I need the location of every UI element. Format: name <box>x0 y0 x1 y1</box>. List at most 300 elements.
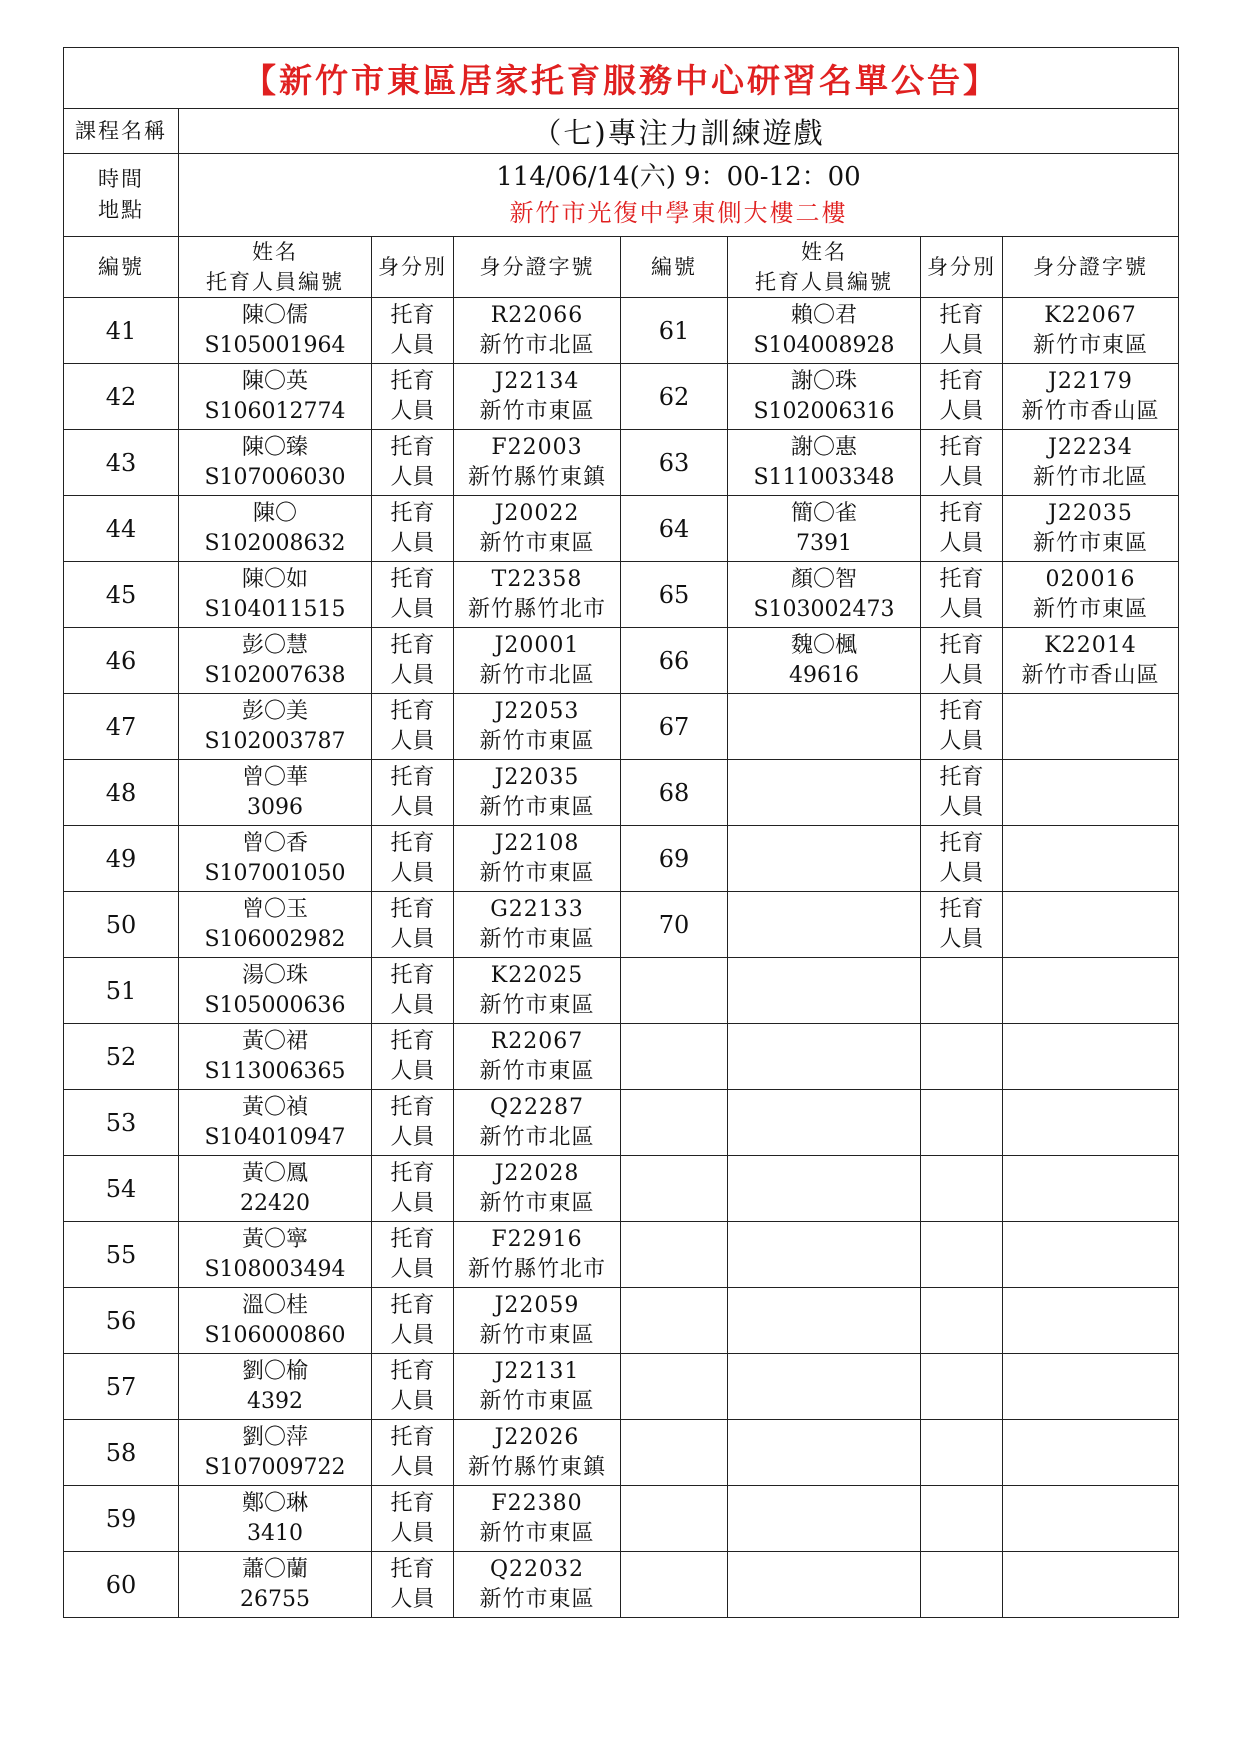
caregiver-code: S104011515 <box>204 596 346 622</box>
identity-line1: 托育 <box>939 632 984 658</box>
cell-identity <box>921 562 1003 628</box>
cell-identity <box>921 1354 1003 1420</box>
cell-id-number <box>454 1024 621 1090</box>
caregiver-name: 陳〇英 <box>241 368 308 394</box>
cell-identity <box>372 496 454 562</box>
cell-number: 69 <box>621 826 728 892</box>
cell-number: 50 <box>64 892 179 958</box>
cell-number: 57 <box>64 1354 179 1420</box>
cell-name <box>728 496 921 562</box>
caregiver-code: 3410 <box>247 1520 303 1546</box>
identity-line2: 人員 <box>939 530 984 556</box>
id-code: F22003 <box>491 434 583 460</box>
cell-number: 67 <box>621 694 728 760</box>
cell-id-number <box>1003 1486 1179 1552</box>
identity-line1: 托育 <box>939 830 984 856</box>
identity-line1: 托育 <box>390 698 435 724</box>
identity-line2: 人員 <box>939 728 984 754</box>
identity-line1: 托育 <box>390 434 435 460</box>
caregiver-code: 49616 <box>789 662 859 688</box>
header-name-line2: 托育人員編號 <box>206 270 344 294</box>
cell-name <box>728 1090 921 1156</box>
cell-number <box>621 1486 728 1552</box>
cell-name <box>179 1222 372 1288</box>
caregiver-name: 彭〇慧 <box>241 632 308 658</box>
cell-identity <box>372 892 454 958</box>
identity-line2: 人員 <box>390 662 435 688</box>
header-number: 編號 <box>64 237 179 298</box>
caregiver-name: 彭〇美 <box>241 698 308 724</box>
identity-line2: 人員 <box>390 1322 435 1348</box>
identity-line2: 人員 <box>390 464 435 490</box>
cell-name <box>179 1420 372 1486</box>
cell-name <box>728 562 921 628</box>
id-area: 新竹市東區 <box>479 1322 595 1348</box>
identity-line2: 人員 <box>939 860 984 886</box>
cell-identity <box>921 364 1003 430</box>
id-code: J22059 <box>494 1292 580 1318</box>
column-header-row <box>64 237 1179 298</box>
id-code: J22028 <box>494 1160 580 1186</box>
identity-line2: 人員 <box>939 794 984 820</box>
cell-number: 49 <box>64 826 179 892</box>
cell-id-number <box>1003 628 1179 694</box>
cell-id-number <box>454 826 621 892</box>
cell-id-number <box>1003 1090 1179 1156</box>
table-row <box>64 562 1179 628</box>
identity-line1: 托育 <box>939 764 984 790</box>
header-name-line1: 姓名 <box>252 240 298 264</box>
cell-number: 52 <box>64 1024 179 1090</box>
cell-id-number <box>1003 892 1179 958</box>
cell-identity <box>372 760 454 826</box>
identity-line1: 托育 <box>939 698 984 724</box>
cell-identity <box>921 1486 1003 1552</box>
table-row <box>64 1288 1179 1354</box>
cell-name <box>728 694 921 760</box>
id-code: Q22032 <box>489 1556 585 1582</box>
id-code: F22380 <box>491 1490 583 1516</box>
caregiver-name: 簡〇雀 <box>790 500 857 526</box>
header-identity: 身分別 <box>372 237 454 298</box>
caregiver-name: 鄭〇琳 <box>241 1490 308 1516</box>
cell-id-number <box>454 298 621 364</box>
identity-line1: 托育 <box>939 500 984 526</box>
table-row <box>64 892 1179 958</box>
caregiver-name: 劉〇萍 <box>241 1424 308 1450</box>
cell-identity <box>921 1222 1003 1288</box>
id-area: 新竹市東區 <box>479 926 595 952</box>
cell-id-number <box>1003 1156 1179 1222</box>
cell-id-number <box>454 1552 621 1618</box>
header-name-line1: 姓名 <box>801 240 847 264</box>
cell-number: 48 <box>64 760 179 826</box>
cell-identity <box>372 298 454 364</box>
cell-name <box>179 1024 372 1090</box>
identity-line2: 人員 <box>390 992 435 1018</box>
identity-line2: 人員 <box>390 728 435 754</box>
cell-number: 45 <box>64 562 179 628</box>
identity-line1: 托育 <box>390 1160 435 1186</box>
id-code: J20022 <box>494 500 580 526</box>
cell-name <box>728 1486 921 1552</box>
identity-line1: 托育 <box>939 434 984 460</box>
cell-identity <box>372 1552 454 1618</box>
cell-number: 55 <box>64 1222 179 1288</box>
id-area: 新竹市東區 <box>479 794 595 820</box>
cell-id-number <box>1003 1420 1179 1486</box>
table-row <box>64 1156 1179 1222</box>
caregiver-code: S108003494 <box>204 1256 346 1282</box>
cell-identity <box>372 364 454 430</box>
cell-number: 53 <box>64 1090 179 1156</box>
id-area: 新竹市東區 <box>479 1058 595 1084</box>
cell-identity <box>921 1420 1003 1486</box>
table-row <box>64 496 1179 562</box>
table-row <box>64 628 1179 694</box>
cell-name <box>728 1354 921 1420</box>
place-label: 地點 <box>98 198 144 222</box>
cell-identity <box>372 1156 454 1222</box>
cell-name <box>728 1552 921 1618</box>
cell-name <box>179 826 372 892</box>
identity-line1: 托育 <box>390 1556 435 1582</box>
id-area: 新竹市東區 <box>479 860 595 886</box>
identity-line1: 托育 <box>390 1424 435 1450</box>
id-code: J22134 <box>494 368 580 394</box>
identity-line2: 人員 <box>390 596 435 622</box>
cell-identity <box>921 628 1003 694</box>
caregiver-name: 曾〇華 <box>241 764 308 790</box>
id-code: K22067 <box>1044 302 1137 328</box>
caregiver-code: S106000860 <box>204 1322 346 1348</box>
identity-line2: 人員 <box>390 1058 435 1084</box>
id-code: 020016 <box>1045 566 1136 592</box>
time-label: 時間 <box>98 167 144 191</box>
id-code: G22133 <box>490 896 584 922</box>
cell-number: 41 <box>64 298 179 364</box>
identity-line1: 托育 <box>939 566 984 592</box>
caregiver-name: 謝〇惠 <box>790 434 857 460</box>
id-code: R22066 <box>490 302 584 328</box>
id-area: 新竹市香山區 <box>1021 662 1160 688</box>
course-row <box>64 109 1179 154</box>
caregiver-name: 陳〇儒 <box>241 302 308 328</box>
roster-table <box>63 47 1179 1618</box>
caregiver-code: 22420 <box>240 1190 310 1216</box>
caregiver-code: S105000636 <box>204 992 346 1018</box>
cell-name <box>179 496 372 562</box>
id-area: 新竹縣竹北市 <box>467 1256 606 1282</box>
cell-id-number <box>1003 958 1179 1024</box>
id-area: 新竹縣竹東鎮 <box>467 464 606 490</box>
cell-name <box>728 958 921 1024</box>
id-code: K22014 <box>1044 632 1137 658</box>
identity-line1: 托育 <box>390 1226 435 1252</box>
cell-number: 54 <box>64 1156 179 1222</box>
cell-number: 43 <box>64 430 179 496</box>
table-row <box>64 826 1179 892</box>
identity-line2: 人員 <box>939 596 984 622</box>
identity-line2: 人員 <box>390 1586 435 1612</box>
caregiver-code: S104008928 <box>753 332 895 358</box>
cell-id-number <box>454 628 621 694</box>
caregiver-code: S113006365 <box>204 1058 346 1084</box>
caregiver-code: S111003348 <box>753 464 895 490</box>
caregiver-name: 劉〇榆 <box>241 1358 308 1384</box>
cell-number <box>621 1552 728 1618</box>
cell-number: 42 <box>64 364 179 430</box>
caregiver-name: 溫〇桂 <box>241 1292 308 1318</box>
cell-id-number <box>1003 364 1179 430</box>
caregiver-code: 3096 <box>247 794 303 820</box>
identity-line2: 人員 <box>390 530 435 556</box>
cell-name <box>179 1354 372 1420</box>
cell-name <box>728 430 921 496</box>
cell-name <box>179 364 372 430</box>
caregiver-code: 26755 <box>240 1586 310 1612</box>
cell-id-number <box>454 1156 621 1222</box>
cell-number: 65 <box>621 562 728 628</box>
table-row <box>64 760 1179 826</box>
cell-name <box>728 892 921 958</box>
header-name <box>728 237 921 298</box>
identity-line1: 托育 <box>390 764 435 790</box>
table-row <box>64 1090 1179 1156</box>
cell-name <box>179 694 372 760</box>
cell-name <box>179 1552 372 1618</box>
cell-identity <box>921 826 1003 892</box>
identity-line1: 托育 <box>390 566 435 592</box>
cell-name <box>179 298 372 364</box>
id-code: F22916 <box>491 1226 583 1252</box>
id-code: K22025 <box>490 962 584 988</box>
cell-id-number <box>1003 562 1179 628</box>
identity-line1: 托育 <box>390 962 435 988</box>
id-area: 新竹市東區 <box>479 992 595 1018</box>
cell-identity <box>372 1090 454 1156</box>
cell-id-number <box>454 430 621 496</box>
cell-identity <box>372 1288 454 1354</box>
cell-id-number <box>454 1354 621 1420</box>
identity-line2: 人員 <box>390 1190 435 1216</box>
header-id-number: 身分證字號 <box>454 237 621 298</box>
identity-line2: 人員 <box>939 398 984 424</box>
cell-number: 51 <box>64 958 179 1024</box>
caregiver-code: 7391 <box>796 530 852 556</box>
identity-line2: 人員 <box>390 398 435 424</box>
page-title: 【新竹市東區居家托育服務中心研習名單公告】 <box>64 48 1179 109</box>
cell-identity <box>921 1024 1003 1090</box>
session-place: 新竹市光復中學東側大樓二樓 <box>509 199 848 227</box>
identity-line1: 托育 <box>390 1490 435 1516</box>
id-area: 新竹市北區 <box>1032 464 1148 490</box>
cell-identity <box>921 892 1003 958</box>
identity-line2: 人員 <box>390 926 435 952</box>
identity-line1: 托育 <box>390 302 435 328</box>
caregiver-name: 陳〇如 <box>241 566 308 592</box>
cell-identity <box>372 1420 454 1486</box>
identity-line2: 人員 <box>939 662 984 688</box>
cell-id-number <box>1003 1288 1179 1354</box>
session-details <box>179 154 1179 237</box>
cell-number: 61 <box>621 298 728 364</box>
cell-number: 44 <box>64 496 179 562</box>
identity-line1: 托育 <box>390 1094 435 1120</box>
cell-number: 62 <box>621 364 728 430</box>
table-row <box>64 298 1179 364</box>
identity-line1: 托育 <box>390 830 435 856</box>
caregiver-code: S105001964 <box>204 332 346 358</box>
cell-id-number <box>1003 760 1179 826</box>
caregiver-code: S102003787 <box>204 728 346 754</box>
caregiver-code: 4392 <box>247 1388 303 1414</box>
id-area: 新竹縣竹北市 <box>467 596 606 622</box>
cell-identity <box>921 430 1003 496</box>
header-name <box>179 237 372 298</box>
id-code: J22053 <box>494 698 580 724</box>
table-row <box>64 364 1179 430</box>
cell-identity <box>372 694 454 760</box>
id-area: 新竹市東區 <box>479 1520 595 1546</box>
id-area: 新竹市東區 <box>479 1190 595 1216</box>
session-row <box>64 154 1179 237</box>
identity-line2: 人員 <box>390 1256 435 1282</box>
identity-line2: 人員 <box>390 1520 435 1546</box>
id-area: 新竹市北區 <box>479 662 595 688</box>
cell-number: 46 <box>64 628 179 694</box>
cell-name <box>728 1222 921 1288</box>
cell-identity <box>372 826 454 892</box>
cell-name <box>179 1156 372 1222</box>
cell-identity <box>921 1090 1003 1156</box>
cell-identity <box>921 1288 1003 1354</box>
cell-id-number <box>1003 1222 1179 1288</box>
id-code: J22035 <box>494 764 580 790</box>
caregiver-name: 黃〇寧 <box>241 1226 308 1252</box>
cell-number <box>621 1024 728 1090</box>
cell-name <box>728 1420 921 1486</box>
cell-id-number <box>454 364 621 430</box>
cell-id-number <box>1003 430 1179 496</box>
cell-id-number <box>454 694 621 760</box>
identity-line1: 托育 <box>390 1292 435 1318</box>
cell-id-number <box>454 496 621 562</box>
cell-id-number <box>454 958 621 1024</box>
id-code: J22179 <box>1048 368 1133 394</box>
identity-line2: 人員 <box>390 1124 435 1150</box>
id-code: T22358 <box>491 566 583 592</box>
cell-identity <box>921 760 1003 826</box>
cell-number <box>621 1288 728 1354</box>
id-code: R22067 <box>490 1028 584 1054</box>
cell-name <box>179 1090 372 1156</box>
header-identity: 身分別 <box>921 237 1003 298</box>
cell-number <box>621 1354 728 1420</box>
cell-name <box>728 760 921 826</box>
cell-identity <box>921 958 1003 1024</box>
identity-line2: 人員 <box>390 332 435 358</box>
id-code: J22234 <box>1048 434 1133 460</box>
cell-identity <box>921 1156 1003 1222</box>
cell-identity <box>372 628 454 694</box>
cell-id-number <box>454 1420 621 1486</box>
caregiver-name: 曾〇香 <box>241 830 308 856</box>
table-row <box>64 1222 1179 1288</box>
cell-name <box>179 628 372 694</box>
cell-id-number <box>454 1486 621 1552</box>
cell-number: 64 <box>621 496 728 562</box>
identity-line2: 人員 <box>939 464 984 490</box>
caregiver-code: S106012774 <box>204 398 346 424</box>
course-label: 課程名稱 <box>64 109 179 154</box>
title-row <box>64 48 1179 109</box>
cell-id-number <box>1003 1354 1179 1420</box>
identity-line2: 人員 <box>939 332 984 358</box>
cell-id-number <box>454 1090 621 1156</box>
header-id-number: 身分證字號 <box>1003 237 1179 298</box>
cell-number <box>621 1420 728 1486</box>
caregiver-code: S107006030 <box>204 464 346 490</box>
cell-id-number <box>1003 1024 1179 1090</box>
id-area: 新竹市東區 <box>479 728 595 754</box>
cell-identity <box>372 1222 454 1288</box>
identity-line2: 人員 <box>390 794 435 820</box>
caregiver-name: 蕭〇蘭 <box>241 1556 308 1582</box>
id-area: 新竹市東區 <box>479 530 595 556</box>
table-row <box>64 694 1179 760</box>
caregiver-name: 謝〇珠 <box>790 368 857 394</box>
cell-name <box>728 364 921 430</box>
identity-line1: 托育 <box>390 1358 435 1384</box>
id-area: 新竹市北區 <box>479 332 595 358</box>
table-row <box>64 430 1179 496</box>
caregiver-name: 湯〇珠 <box>241 962 308 988</box>
identity-line2: 人員 <box>939 926 984 952</box>
table-row <box>64 1354 1179 1420</box>
cell-number: 58 <box>64 1420 179 1486</box>
cell-name <box>728 1288 921 1354</box>
id-code: J22131 <box>494 1358 580 1384</box>
caregiver-code: S102006316 <box>753 398 895 424</box>
cell-identity <box>372 430 454 496</box>
cell-number <box>621 1090 728 1156</box>
caregiver-name: 黃〇鳳 <box>241 1160 308 1186</box>
table-row <box>64 1552 1179 1618</box>
cell-number: 59 <box>64 1486 179 1552</box>
table-row <box>64 1420 1179 1486</box>
cell-number <box>621 958 728 1024</box>
cell-id-number <box>1003 298 1179 364</box>
identity-line1: 托育 <box>390 632 435 658</box>
cell-identity <box>372 958 454 1024</box>
cell-identity <box>372 562 454 628</box>
caregiver-code: S102007638 <box>204 662 346 688</box>
cell-number: 60 <box>64 1552 179 1618</box>
cell-id-number <box>454 1288 621 1354</box>
identity-line1: 托育 <box>939 896 984 922</box>
session-time: 114/06/14(六) 9：00-12：00 <box>496 162 861 192</box>
cell-id-number <box>1003 1552 1179 1618</box>
cell-name <box>179 760 372 826</box>
cell-number: 63 <box>621 430 728 496</box>
cell-id-number <box>1003 826 1179 892</box>
caregiver-code: S107009722 <box>204 1454 346 1480</box>
identity-line1: 托育 <box>390 1028 435 1054</box>
identity-line1: 托育 <box>390 896 435 922</box>
caregiver-name: 黃〇裙 <box>241 1028 308 1054</box>
identity-line2: 人員 <box>390 1454 435 1480</box>
